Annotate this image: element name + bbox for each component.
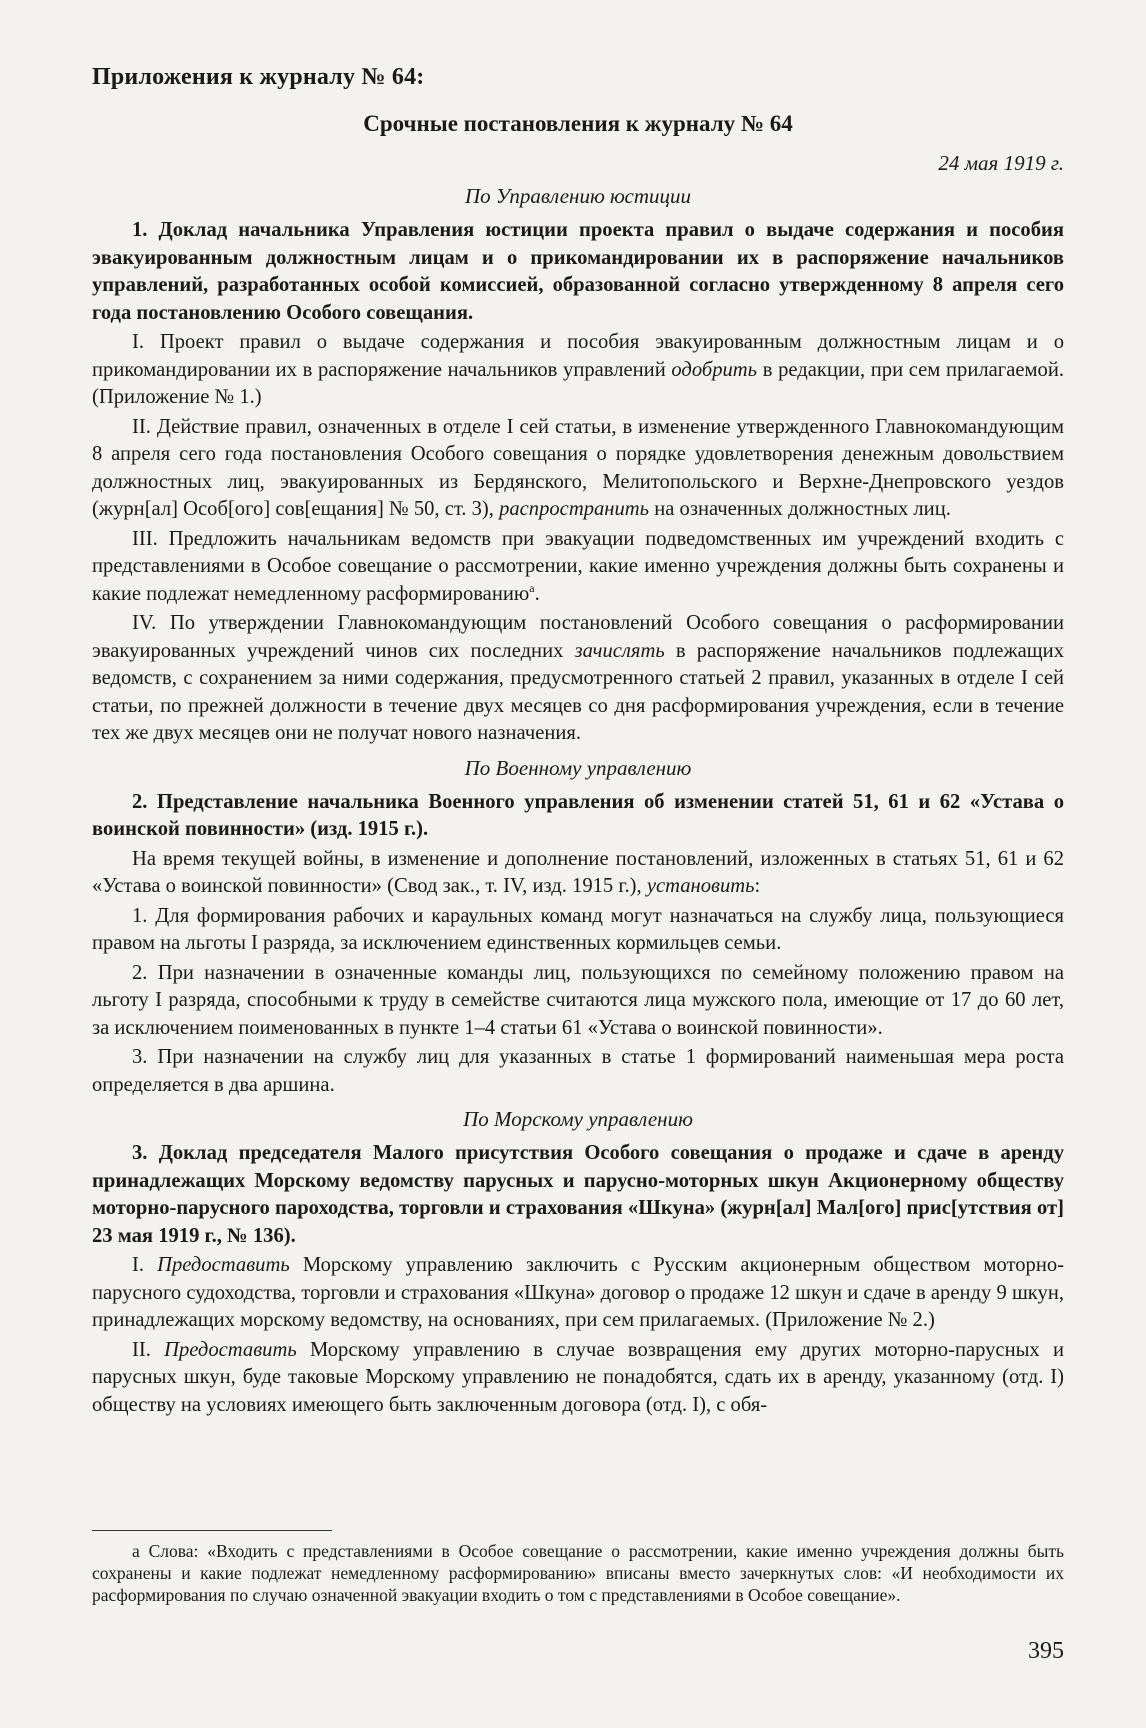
paragraph: I. Предоставить Морскому управлению заключить с Русским акционерным обществом моторно-парусного судоходства, торговли и страхования «Шкуна» договор о продаже 12 шкун и сдаче в аренду 9 шкун, принадлежащих морскому ведомству, на основаниях, при сем прилагаемых. (Приложение № 2.): [92, 1254, 1065, 1331]
paragraph: 2. При назначении в означенные команды лиц, пользующихся по семейному положению правом на льготу I разряда, способными к труду в семействе считаются лица мужского пола, имеющие от 17 до 60 лет, за исключением поименованных в пункте 1–4 статьи 61 «Устава о воинской повинности».: [92, 961, 1064, 1039]
page-number: 395: [1028, 1638, 1064, 1664]
paragraph: I. Проект правил о выдаче содержания и пособия эвакуированным должностным лицам и о прикомандировании их в распоряжение начальников управлений одобрить в редакции, при сем прилагаемой. (Приложение № 1.): [92, 331, 1064, 408]
paragraph: II. Предоставить Морскому управлению в случае возвращения ему других моторно-парусных и парусных шкун, буде таковые Морскому управлению не понадобятся, сдать их в аренду, указанному (отд. I) обществу на условиях имеющего быть заключенным договора (отд. I), с обя-: [92, 1338, 1065, 1416]
footnote: а Слова: «Входить с представлениями в Особое совещание о рассмотрении, какие именно учреждения должны быть сохранены и какие подлежат немедленному расформированию» вписаны вместо зачеркнутых слов: «И необходимости их расформирования по случаю означенной эвакуации входить о том с представлениями в Особое совещание».: [92, 1541, 1064, 1605]
paragraph: III. Предложить начальникам ведомств при эвакуации подведомственных им учреждений входить с представлениями в Особое совещание о рассмотрении, какие именно учреждения должны быть сохранены и какие подлежат немедленному расформированию$^а$.: [92, 527, 1064, 605]
item-heading-3: 3. Доклад председателя Малого присутствия Особого совещания о продаже и сдаче в аренду принадлежащих Морскому ведомству парусных и парусно-моторных шкун Акционерному обществу моторно-парусного пароходства, торговли и страхования «Шкуна» (журн[ал] Мал[ого] прис[утствия от] 23 мая 1919 г., № 136).: [92, 1142, 1064, 1247]
paragraph: IV. По утверждении Главнокомандующим постановлений Особого совещания о расформировании эвакуированных учреждений чинов сих последних зачислять в распоряжение начальников подлежащих ведомств, с сохранением за ними содержания, предусмотренного статьей 2 правил, указанных в отделе I сей статьи, по прежней должности в течение двух месяцев со дня расформирования учреждения, если в течение тех же двух месяцев они не получат нового назначения.: [92, 612, 1064, 744]
item-heading-2: 2. Представление начальника Военного управления об изменении статей 51, 61 и 62 «Устава о воинской повинности» (изд. 1915 г.).: [92, 790, 1064, 840]
footnote-marker: а: [529, 580, 535, 595]
running-head: Приложения к журналу № 64:: [92, 64, 425, 90]
item-heading-1: 1. Доклад начальника Управления юстиции проекта правил о выдаче содержания и пособия эвакуированным должностным лицам и о прикомандировании их в распоряжение начальников управлений, разработанных особой комиссией, образованной согласно утвержденному 8 апреля сего года постановлению Особого совещания.: [92, 219, 1064, 324]
paragraph: II. Действие правил, означенных в отделе I сей статьи, в изменение утвержденного Главнокомандующим 8 апреля сего года постановления Особого совещания о порядке удовлетворения денежным довольствием должностных лиц, эвакуированных из Бердянского, Мелитопольского и Верхне-Днепровского уездов (журн[ал] Особ[ого] сов[ещания] № 50, ст. 3), распространить на означенных должностных лиц.: [92, 415, 1064, 520]
footnote-divider: [92, 1530, 332, 1531]
paragraph: 3. При назначении на службу лиц для указанных в статье 1 формирований наименьшая мера роста определяется в два аршина.: [92, 1046, 1064, 1096]
dept-heading-naval: По Морскому управлению: [463, 1107, 693, 1131]
dept-heading-military: По Военному управлению: [464, 755, 692, 780]
paragraph: 1. Для формирования рабочих и караульных команд могут назначаться на службу лица, пользующиеся правом на льготы I разряда, за исключением единственных кормильцев семьи.: [92, 904, 1064, 954]
section-title: Срочные постановления к журналу № 64: [363, 111, 793, 136]
dept-heading-justice: По Управлению юстиции: [464, 184, 692, 208]
document-date: 24 мая 1919 г.: [938, 151, 1064, 175]
paragraph: На время текущей войны, в изменение и дополнение постановлений, изложенных в статьях 51, 61 и 62 «Устава о воинской повинности» (Свод зак., т. IV, изд. 1915 г.), установить:: [92, 847, 1064, 897]
